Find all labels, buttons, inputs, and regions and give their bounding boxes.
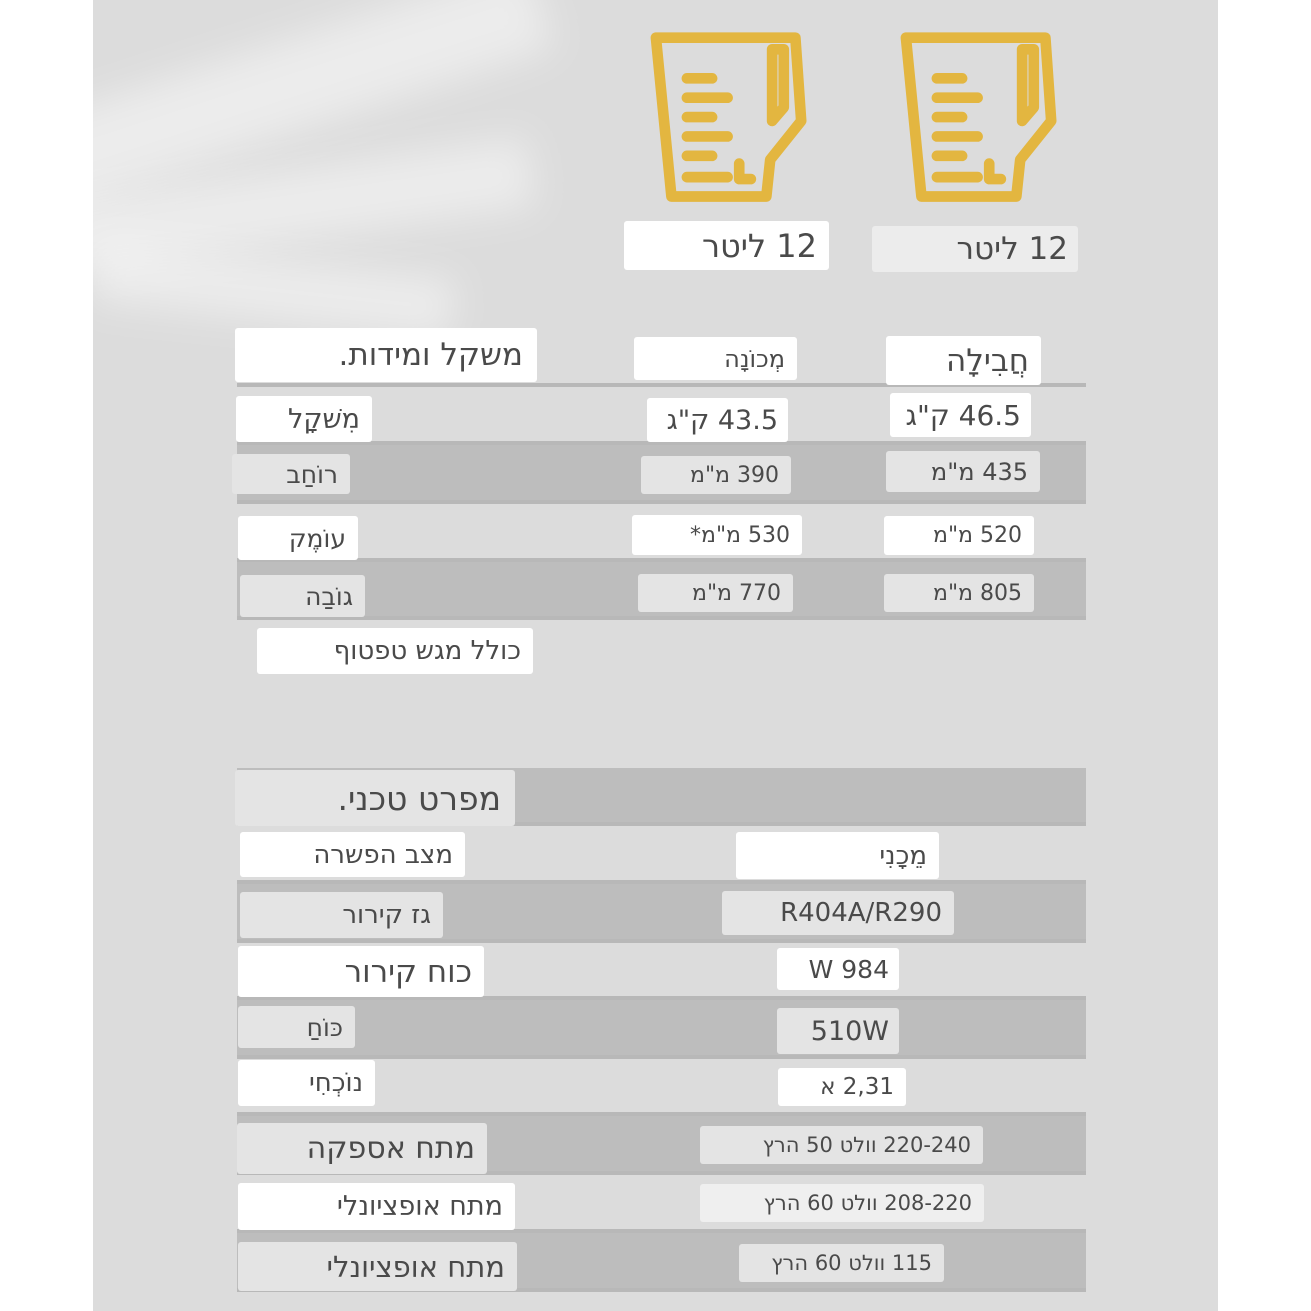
spec-value: 984 W xyxy=(777,948,899,990)
spec-value: מֵכָנִי xyxy=(736,832,939,879)
spec-value: 208-220 וולט 60 הרץ xyxy=(700,1184,984,1222)
dimension-label: מִשׁקָל xyxy=(236,396,372,442)
drip-tray-note: כולל מגש טפטוף xyxy=(257,628,533,674)
dimension-machine-value: 770 מ"מ xyxy=(638,574,793,612)
spec-value: R404A/R290 xyxy=(722,891,954,935)
spec-value: 115 וולט 60 הרץ xyxy=(739,1244,944,1282)
capacity-value: 12 ליטר xyxy=(872,226,1078,272)
dimension-machine-value: 43.5 ק"ג xyxy=(647,398,788,442)
spec-value: 510W xyxy=(777,1008,899,1054)
dimension-label: עוֹמֶק xyxy=(238,516,358,560)
spec-label: נוֹכְחִי xyxy=(238,1060,375,1106)
technical-title: מפרט טכני. xyxy=(235,770,515,826)
dimension-label: גוֹבַה xyxy=(240,575,365,617)
column-header-machine: מְכוֹנָה xyxy=(634,337,797,380)
capacity-value: 12 ליטר xyxy=(624,221,829,270)
dimension-package-value: 520 מ"מ xyxy=(884,516,1034,555)
spec-label: מתח אופציונלי xyxy=(238,1183,515,1230)
dimension-package-value: 46.5 ק"ג xyxy=(890,393,1031,437)
spec-label: מתח אופציונלי xyxy=(238,1242,517,1291)
spec-label: כּוֹחַ xyxy=(238,1006,355,1048)
dimension-package-value: 435 מ"מ xyxy=(886,451,1040,492)
spec-value: 220-240 וולט 50 הרץ xyxy=(700,1126,983,1164)
measuring-jug-icon xyxy=(648,28,813,212)
dimension-machine-value: 390 מ"מ xyxy=(641,456,791,494)
dimension-label: רוֹחַב xyxy=(232,454,350,494)
spec-value: 2,31 א xyxy=(778,1068,906,1106)
dimension-machine-value: 530 מ"מ* xyxy=(632,515,802,555)
spec-label: גז קירור xyxy=(240,892,443,938)
dimension-package-value: 805 מ"מ xyxy=(884,574,1034,612)
spec-label: כוח קירור xyxy=(238,946,484,997)
spec-label: מתח אספקה xyxy=(237,1123,487,1174)
spec-label: מצב הפשרה xyxy=(240,832,465,877)
column-header-package: חֲבִילָה xyxy=(886,336,1041,385)
dimensions-title: משקל ומידות. xyxy=(235,328,537,382)
measuring-jug-icon xyxy=(898,28,1063,212)
